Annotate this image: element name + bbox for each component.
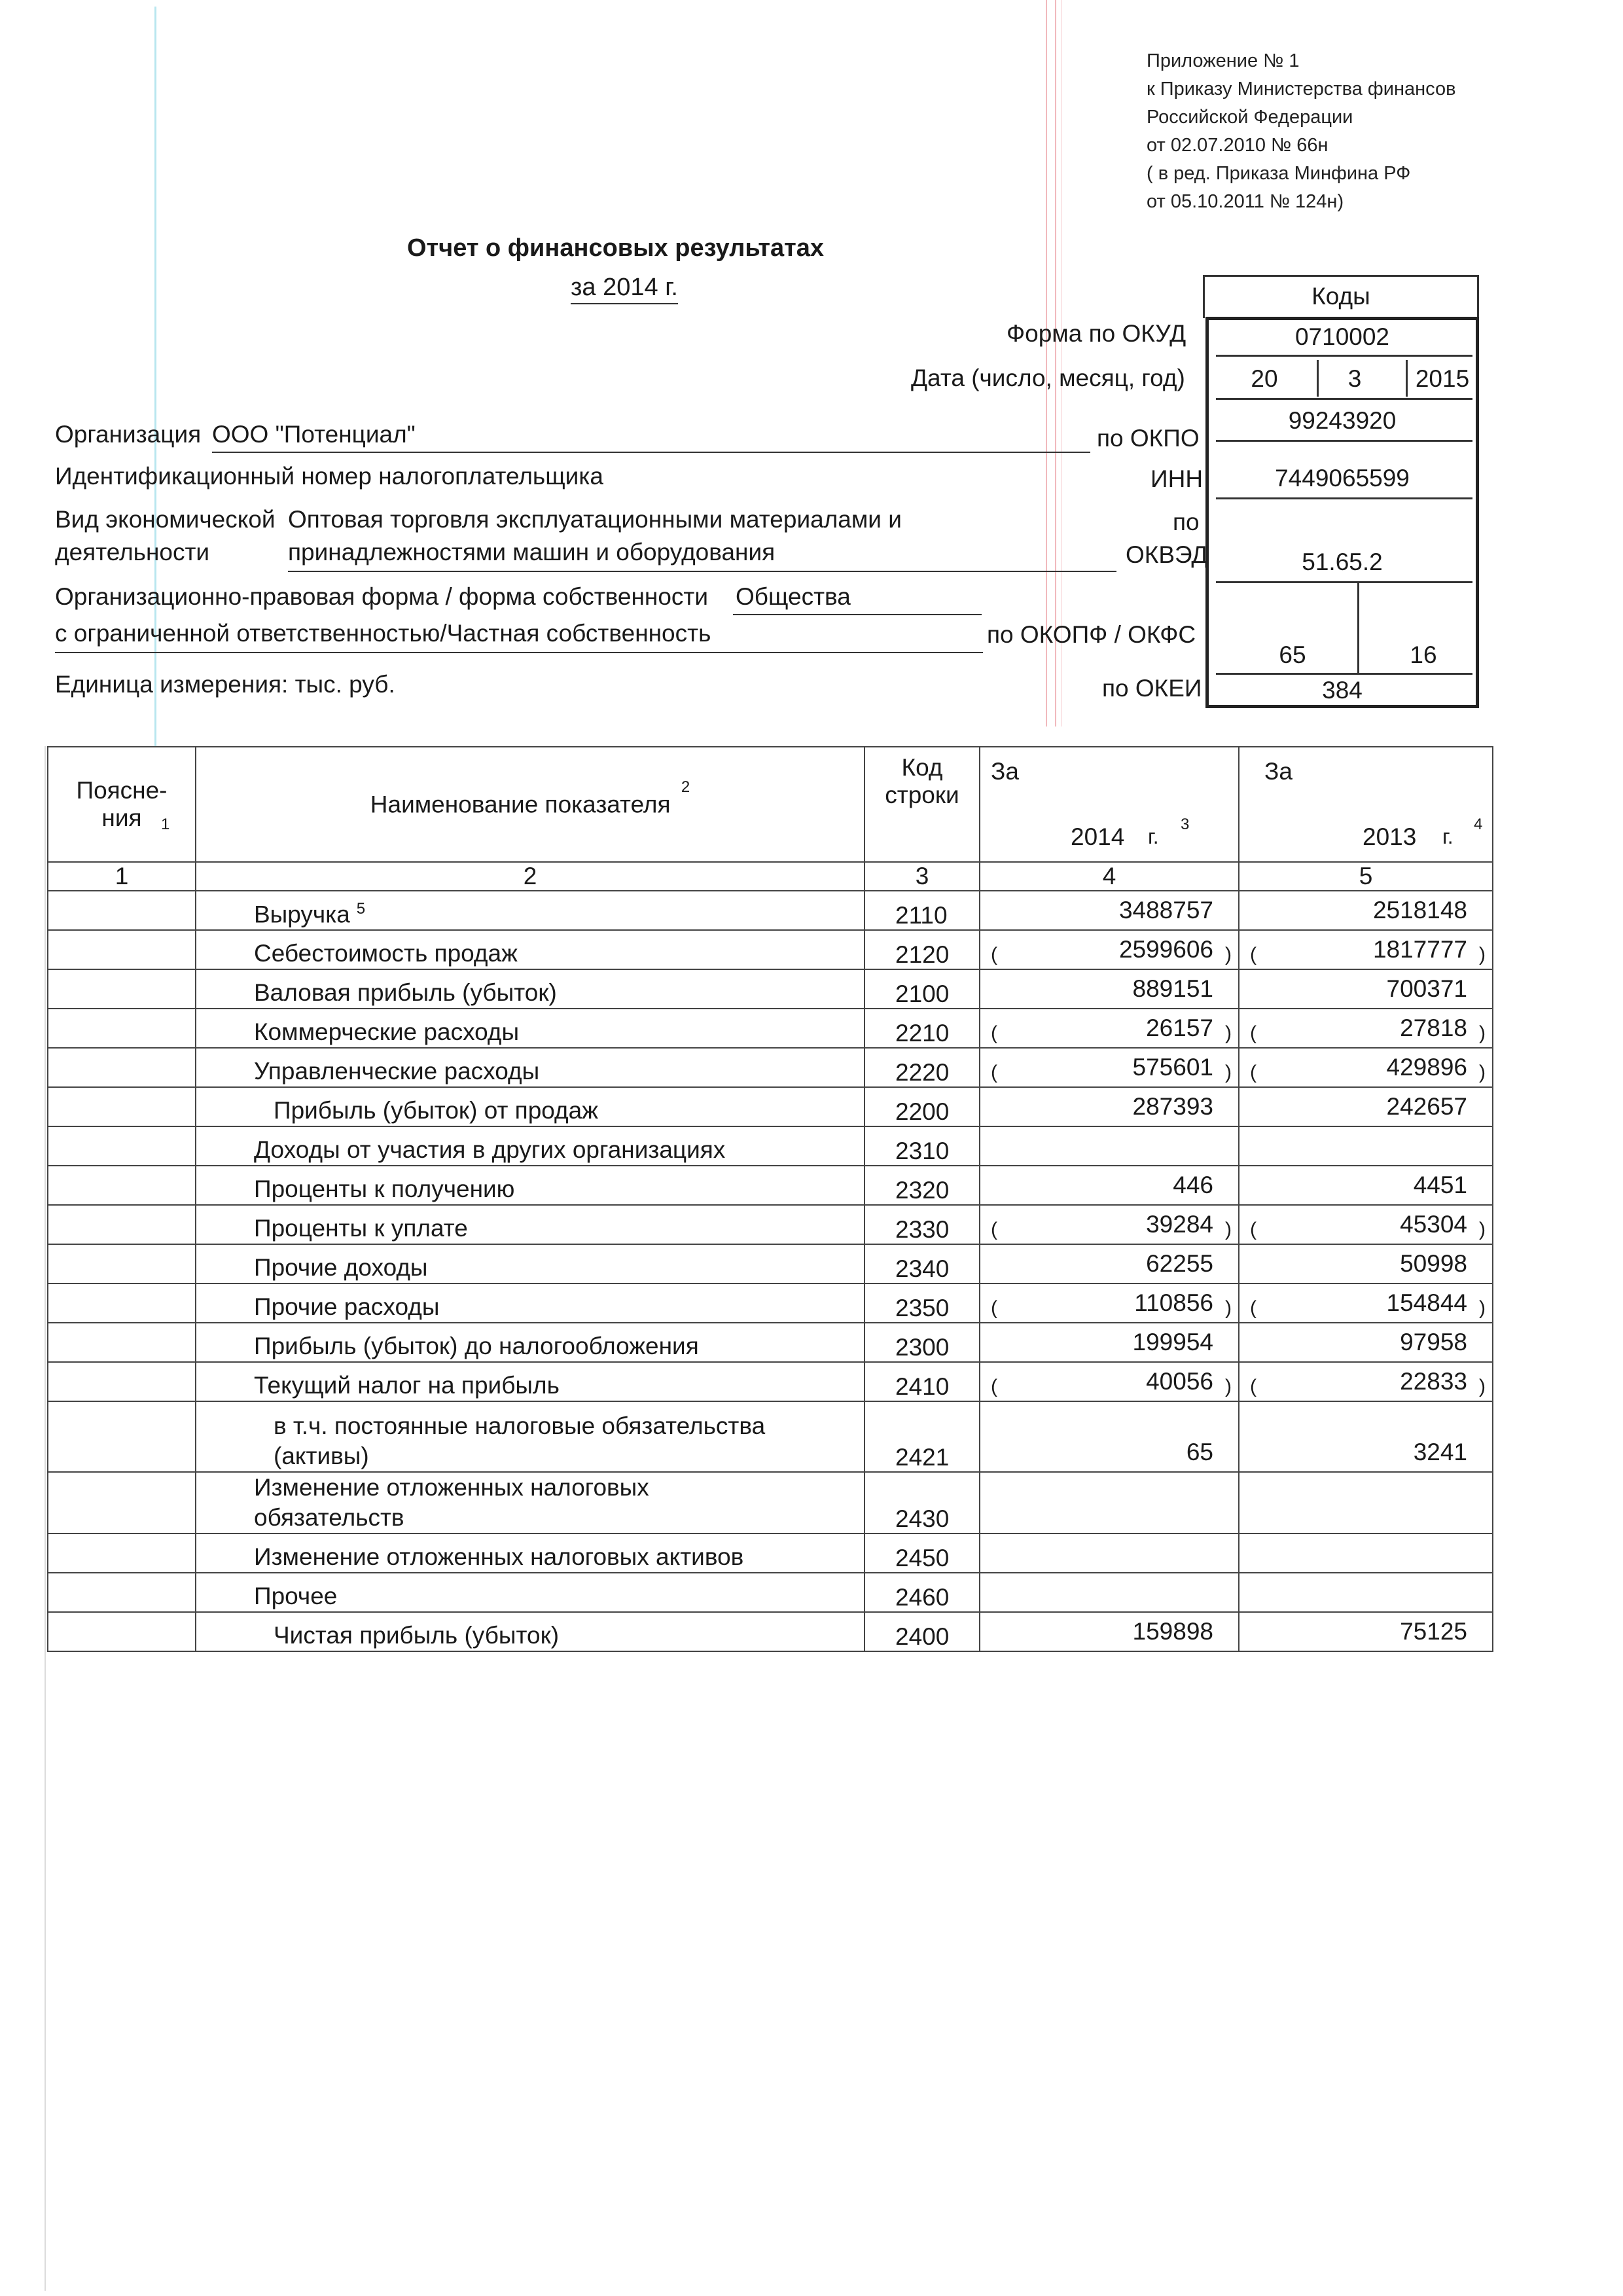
line-code: 2330	[865, 1205, 980, 1244]
value-2014	[980, 1244, 1239, 1283]
okei-label: по ОКЕИ	[1102, 675, 1202, 702]
paren-close: )	[1225, 1297, 1232, 1319]
notes-cell	[48, 891, 196, 930]
scan-margin-line	[1046, 0, 1047, 726]
paren-close: )	[1225, 1022, 1232, 1044]
indicator-name-text: Управленческие расходы	[254, 1058, 540, 1085]
header-code-text: Код	[901, 754, 943, 781]
value-number: 429896	[1386, 1054, 1467, 1081]
codes-row-line	[1216, 398, 1472, 400]
codes-col-line	[1317, 360, 1319, 397]
table-row	[48, 1009, 1493, 1048]
document-title: Отчет о финансовых результатах	[407, 234, 825, 262]
paren-open: (	[1250, 1062, 1257, 1083]
value-number: 199954	[1132, 1329, 1213, 1355]
value-2014	[980, 1166, 1239, 1205]
line-code: 2300	[865, 1323, 980, 1362]
value-number: 2518148	[1372, 897, 1467, 924]
header-previous-period	[1239, 747, 1493, 862]
codes-row-line	[1216, 581, 1472, 583]
indicator-name	[196, 1244, 865, 1283]
notes-cell	[48, 1166, 196, 1205]
value-2013	[1239, 1362, 1493, 1401]
paren-open: (	[1250, 1376, 1257, 1397]
date-month: 3	[1347, 365, 1362, 392]
value-number: 242657	[1386, 1093, 1467, 1120]
notes-cell	[48, 1283, 196, 1323]
column-number: 5	[1239, 862, 1493, 891]
value-2013	[1239, 1283, 1493, 1323]
codes-col-line	[1357, 583, 1359, 673]
paren-open: (	[991, 944, 997, 965]
activity-label: деятельности	[55, 539, 210, 565]
indicator-name	[196, 1612, 865, 1651]
value-number: 62255	[1146, 1250, 1213, 1277]
value-number: 45304	[1400, 1211, 1467, 1238]
header-previous-year: 2013	[1363, 823, 1417, 850]
indicator-name	[196, 1401, 865, 1472]
inn-label: ИНН	[1150, 465, 1204, 492]
indicator-name-text: Прибыль (убыток) до налогообложения	[254, 1333, 699, 1359]
table-row	[48, 1205, 1493, 1244]
okud-label: Форма по ОКУД	[1007, 320, 1186, 347]
appendix-note-line: ( в ред. Приказа Минфина РФ	[1147, 163, 1411, 184]
value-2013	[1239, 1009, 1493, 1048]
value-2013	[1239, 1612, 1493, 1651]
paren-open: (	[991, 1297, 997, 1319]
header-notes-text: ния	[101, 804, 142, 831]
line-code: 2210	[865, 1009, 980, 1048]
header-current-za: За	[991, 758, 1019, 785]
okopf-code: 65	[1279, 641, 1306, 668]
value-number: 154844	[1386, 1289, 1467, 1316]
indicator-name-line: обязательств	[254, 1504, 404, 1531]
indicator-name-text: Чистая прибыль (убыток)	[274, 1622, 560, 1649]
value-number: 446	[1173, 1172, 1213, 1198]
header-name	[196, 747, 865, 862]
indicator-name-text: Изменение отложенных налоговых активов	[254, 1543, 744, 1570]
table-header-row	[48, 747, 1493, 862]
header-current-sup: 3	[1181, 816, 1190, 833]
value-2013	[1239, 1401, 1493, 1472]
codes-row-line	[1216, 440, 1472, 442]
indicator-name	[196, 1048, 865, 1087]
value-number: 65	[1186, 1439, 1213, 1465]
value-2013	[1239, 1244, 1493, 1283]
value-number: 75125	[1400, 1618, 1467, 1645]
indicator-name	[196, 1009, 865, 1048]
indicator-name	[196, 1087, 865, 1126]
notes-cell	[48, 1048, 196, 1087]
header-name-sup: 2	[681, 778, 690, 797]
table-row	[48, 1612, 1493, 1651]
okved-code: 51.65.2	[1302, 548, 1383, 575]
table-row	[48, 930, 1493, 969]
header-current-period	[980, 747, 1239, 862]
table-row	[48, 1244, 1493, 1283]
header-previous-za: За	[1264, 758, 1293, 785]
value-2013	[1239, 891, 1493, 930]
value-2014	[980, 1126, 1239, 1166]
table-row	[48, 1283, 1493, 1323]
activity-underline	[288, 571, 1116, 572]
indicator-name-text: Проценты к получению	[254, 1175, 515, 1202]
paren-close: )	[1479, 1297, 1486, 1319]
line-code: 2430	[865, 1472, 980, 1534]
value-number: 700371	[1386, 975, 1467, 1002]
line-code: 2340	[865, 1244, 980, 1283]
value-number: 889151	[1132, 975, 1213, 1002]
value-2013	[1239, 969, 1493, 1009]
value-number: 1817777	[1372, 936, 1467, 963]
column-number-row	[48, 862, 1493, 891]
indicator-name	[196, 1534, 865, 1573]
value-number: 50998	[1400, 1250, 1467, 1277]
line-code: 2100	[865, 969, 980, 1009]
value-number: 159898	[1132, 1618, 1213, 1645]
indicator-name-text: Прочие расходы	[254, 1293, 440, 1320]
notes-cell	[48, 1534, 196, 1573]
table-row	[48, 1126, 1493, 1166]
value-number: 3241	[1413, 1439, 1467, 1465]
table-row	[48, 1534, 1493, 1573]
indicator-name	[196, 1166, 865, 1205]
value-2014	[980, 1283, 1239, 1323]
notes-cell	[48, 1362, 196, 1401]
indicator-name-text: Коммерческие расходы	[254, 1018, 520, 1045]
line-code: 2350	[865, 1283, 980, 1323]
line-code: 2220	[865, 1048, 980, 1087]
notes-cell	[48, 1573, 196, 1612]
column-number: 2	[196, 862, 865, 891]
legal-form-underline	[55, 652, 983, 653]
indicator-name-text: Проценты к уплате	[254, 1215, 468, 1242]
line-code: 2450	[865, 1534, 980, 1573]
org-underline	[212, 452, 1090, 453]
indicator-footnote: 5	[356, 899, 366, 918]
appendix-note	[1147, 47, 1455, 216]
column-number: 3	[865, 862, 980, 891]
indicator-name	[196, 1126, 865, 1166]
header-code	[865, 747, 980, 862]
indicator-name	[196, 1472, 865, 1534]
paren-open: (	[1250, 1297, 1257, 1319]
indicator-name	[196, 891, 865, 930]
header-code-text: строки	[885, 781, 959, 808]
okved-label: ОКВЭД	[1126, 541, 1208, 568]
paren-open: (	[1250, 944, 1257, 965]
indicator-name	[196, 969, 865, 1009]
scan-margin-line	[1055, 0, 1056, 726]
table-row	[48, 1087, 1493, 1126]
table-body	[48, 891, 1493, 1651]
value-2014	[980, 1573, 1239, 1612]
table-row	[48, 1362, 1493, 1401]
inn-full-label: Идентификационный номер налогоплательщика	[55, 463, 603, 490]
codes-row-line	[1216, 497, 1472, 499]
value-2013	[1239, 1472, 1493, 1534]
line-code: 2120	[865, 930, 980, 969]
report-period: за 2014 г.	[571, 274, 678, 304]
legal-form-label: Организационно-правовая форма / форма собственности	[55, 583, 709, 610]
okopf-label: по ОКОПФ / ОКФС	[987, 621, 1196, 648]
header-previous-g: г.	[1442, 825, 1454, 848]
okpo-code: 99243920	[1288, 407, 1397, 434]
line-code: 2410	[865, 1362, 980, 1401]
notes-cell	[48, 930, 196, 969]
paren-close: )	[1225, 1376, 1232, 1397]
appendix-note-line: Российской Федерации	[1147, 107, 1353, 128]
paren-close: )	[1225, 1219, 1232, 1240]
header-notes	[48, 747, 196, 862]
column-number: 1	[48, 862, 196, 891]
line-code: 2200	[865, 1087, 980, 1126]
value-number: 2599606	[1118, 936, 1213, 963]
indicator-name-text: Себестоимость продаж	[254, 940, 518, 967]
line-code: 2400	[865, 1612, 980, 1651]
indicator-name	[196, 930, 865, 969]
table-row	[48, 1401, 1493, 1472]
header-name-text: Наименование показателя	[370, 791, 671, 818]
value-2014	[980, 1009, 1239, 1048]
okud-code: 0710002	[1294, 323, 1390, 350]
paren-close: )	[1479, 944, 1486, 965]
header-notes-text: Поясне-	[76, 777, 168, 804]
value-number: 40056	[1146, 1368, 1213, 1395]
paren-open: (	[991, 1062, 997, 1083]
date-year: 2015	[1415, 365, 1470, 392]
okved-label: по	[1173, 509, 1200, 535]
line-code: 2320	[865, 1166, 980, 1205]
table-row	[48, 1472, 1493, 1534]
financial-results-table	[47, 746, 1493, 1652]
notes-cell	[48, 1472, 196, 1534]
value-number: 97958	[1400, 1329, 1467, 1355]
date-label: Дата (число, месяц, год)	[911, 365, 1185, 391]
table-row	[48, 891, 1493, 930]
indicator-name-text: Доходы от участия в других организациях	[254, 1136, 726, 1163]
indicator-name	[196, 1283, 865, 1323]
activity-value: Оптовая торговля эксплуатационными материалами и	[288, 506, 902, 533]
org-label: Организация	[55, 421, 202, 448]
notes-cell	[48, 1126, 196, 1166]
paren-open: (	[991, 1219, 997, 1240]
notes-cell	[48, 1205, 196, 1244]
value-number: 4451	[1413, 1172, 1467, 1198]
indicator-name	[196, 1323, 865, 1362]
activity-label: Вид экономической	[55, 506, 276, 533]
header-notes-sup: 1	[161, 816, 170, 833]
header-previous-sup: 4	[1474, 816, 1483, 833]
okpo-label: по ОКПО	[1097, 425, 1200, 452]
appendix-note-line: от 05.10.2011 № 124н)	[1147, 191, 1344, 212]
codes-row-line	[1216, 355, 1472, 357]
value-2013	[1239, 1087, 1493, 1126]
value-number: 22833	[1400, 1368, 1467, 1395]
paren-close: )	[1479, 1062, 1486, 1083]
indicator-name	[196, 1573, 865, 1612]
notes-cell	[48, 1612, 196, 1651]
appendix-note-line: к Приказу Министерства финансов	[1147, 79, 1456, 99]
line-code: 2460	[865, 1573, 980, 1612]
paren-open: (	[991, 1376, 997, 1397]
org-value: ООО "Потенциал"	[212, 421, 416, 448]
value-2013	[1239, 1534, 1493, 1573]
indicator-name-line: Изменение отложенных налоговых	[254, 1474, 649, 1501]
appendix-note-line: Приложение № 1	[1147, 50, 1300, 71]
appendix-note-line: от 02.07.2010 № 66н	[1147, 135, 1329, 156]
legal-form-underline	[733, 614, 982, 615]
indicator-name-text: Прибыль (убыток) от продаж	[274, 1097, 598, 1124]
indicator-name-text: Выручка	[254, 901, 350, 927]
notes-cell	[48, 969, 196, 1009]
codes-header: Коды	[1311, 283, 1370, 310]
value-2014	[980, 930, 1239, 969]
value-2014	[980, 1534, 1239, 1573]
value-2014	[980, 891, 1239, 930]
notes-cell	[48, 1244, 196, 1283]
value-number: 39284	[1146, 1211, 1213, 1238]
okfs-code: 16	[1410, 641, 1437, 668]
indicator-name-text: Прочее	[254, 1583, 338, 1609]
value-2014	[980, 1048, 1239, 1087]
codes-row-line	[1216, 673, 1472, 675]
paren-close: )	[1479, 1219, 1486, 1240]
table-row	[48, 1323, 1493, 1362]
value-number: 3488757	[1118, 897, 1213, 924]
unit-label: Единица измерения: тыс. руб.	[55, 671, 395, 698]
notes-cell	[48, 1323, 196, 1362]
value-number: 575601	[1132, 1054, 1213, 1081]
value-2013	[1239, 1126, 1493, 1166]
value-2013	[1239, 1323, 1493, 1362]
paren-close: )	[1225, 944, 1232, 965]
indicator-name	[196, 1205, 865, 1244]
activity-value: принадлежностями машин и оборудования	[288, 539, 776, 565]
value-2014	[980, 1205, 1239, 1244]
value-2013	[1239, 930, 1493, 969]
indicator-name-text: Текущий налог на прибыль	[254, 1372, 560, 1399]
value-2014	[980, 1087, 1239, 1126]
header-current-year: 2014	[1071, 823, 1125, 850]
value-2014	[980, 1472, 1239, 1534]
value-number: 27818	[1400, 1014, 1467, 1041]
indicator-name-line: (активы)	[274, 1443, 369, 1469]
indicator-name-line: в т.ч. постоянные налоговые обязательства	[274, 1412, 766, 1439]
notes-cell	[48, 1401, 196, 1472]
value-2013	[1239, 1205, 1493, 1244]
scan-edge-line	[45, 746, 46, 2291]
value-2013	[1239, 1048, 1493, 1087]
legal-form-value: Общества	[736, 583, 851, 610]
notes-cell	[48, 1009, 196, 1048]
inn-code: 7449065599	[1275, 465, 1410, 492]
value-2014	[980, 1323, 1239, 1362]
paren-open: (	[1250, 1022, 1257, 1044]
value-number: 287393	[1132, 1093, 1213, 1120]
paren-close: )	[1479, 1376, 1486, 1397]
legal-form-value: с ограниченной ответственностью/Частная собственность	[55, 620, 711, 647]
scan-margin-line	[1061, 0, 1062, 726]
table-row	[48, 1166, 1493, 1205]
paren-open: (	[991, 1022, 997, 1044]
value-2014	[980, 969, 1239, 1009]
value-number: 26157	[1146, 1014, 1213, 1041]
date-day: 20	[1251, 365, 1278, 392]
line-code: 2110	[865, 891, 980, 930]
paren-close: )	[1225, 1062, 1232, 1083]
header-current-g: г.	[1148, 825, 1159, 848]
indicator-name	[196, 1362, 865, 1401]
table-row	[48, 1048, 1493, 1087]
paren-close: )	[1479, 1022, 1486, 1044]
value-2013	[1239, 1166, 1493, 1205]
indicator-name-text: Прочие доходы	[254, 1254, 428, 1281]
table-row	[48, 969, 1493, 1009]
okei-code: 384	[1322, 677, 1363, 704]
column-number: 4	[980, 862, 1239, 891]
paren-open: (	[1250, 1219, 1257, 1240]
table-row	[48, 1573, 1493, 1612]
line-code: 2310	[865, 1126, 980, 1166]
notes-cell	[48, 1087, 196, 1126]
line-code: 2421	[865, 1401, 980, 1472]
value-2014	[980, 1401, 1239, 1472]
value-number: 110856	[1134, 1289, 1213, 1316]
value-2014	[980, 1612, 1239, 1651]
indicator-name-text: Валовая прибыль (убыток)	[254, 979, 557, 1006]
value-2013	[1239, 1573, 1493, 1612]
value-2014	[980, 1362, 1239, 1401]
